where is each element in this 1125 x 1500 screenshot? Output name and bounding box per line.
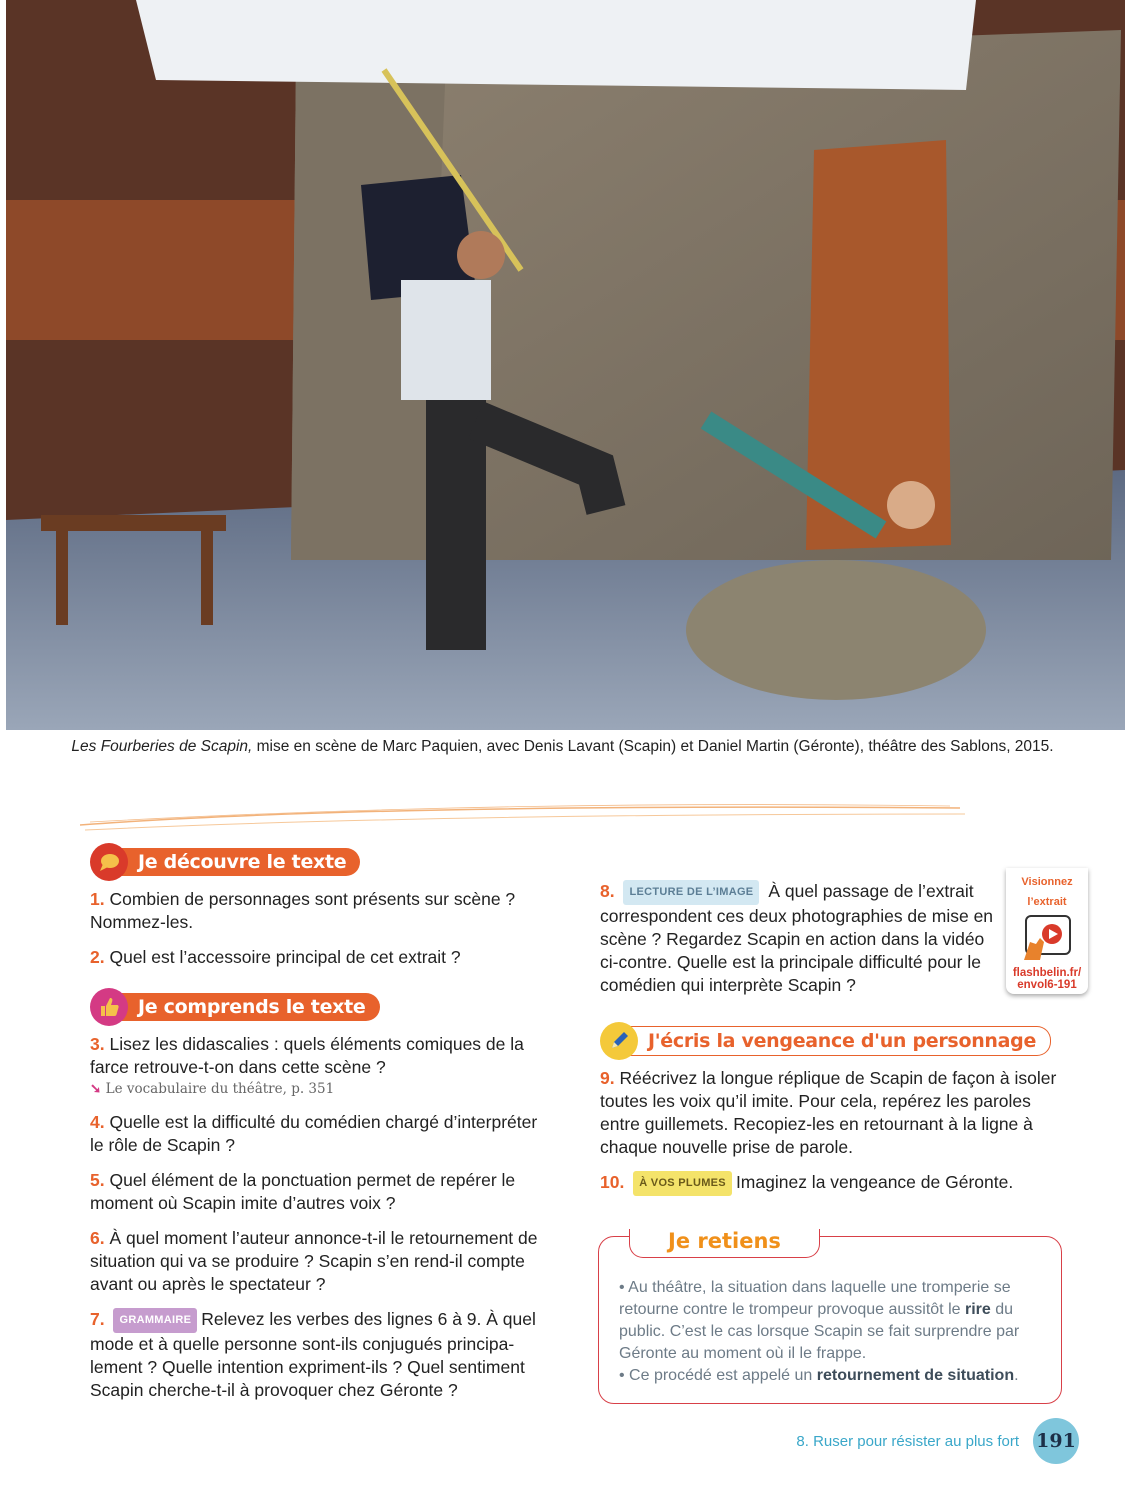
retiens-text: . xyxy=(1014,1367,1019,1384)
section-title-ecris: J'écris la vengeance d'un personnage xyxy=(628,1026,1051,1056)
question-7 xyxy=(90,1308,552,1402)
decorative-swash xyxy=(80,800,970,840)
question-number: 3. xyxy=(90,1034,105,1054)
retiens-text: du public. C’est le cas lorsque Scapin se fait surprendre par Géronte au moment où il le frappe. xyxy=(619,1301,1020,1362)
question-text: Réécrivez la longue réplique de Scapin de façon à isoler toutes les voix qu’il imite. Pour cela, repérez les paroles entre guillemets. Recopiez-les en retournant à la ligne à chaque nouvelle prise de parole. xyxy=(600,1068,1057,1157)
thumbs-up-icon xyxy=(90,988,128,1026)
reference-text: Le vocabulaire du théâtre, p. 351 xyxy=(105,1081,335,1097)
question-4 xyxy=(90,1111,552,1157)
tag-lecture-image: LECTURE DE L’IMAGE xyxy=(623,880,759,905)
section-header-ecris xyxy=(600,1021,1062,1061)
question-text: Quelle est la difficulté du comédien chargé d’interpréter le rôle de Scapin ? xyxy=(90,1112,538,1155)
je-retiens-box xyxy=(598,1229,1062,1404)
retiens-keyword: rire xyxy=(964,1301,991,1318)
tag-a-vos-plumes: À VOS PLUMES xyxy=(633,1171,732,1196)
page-footer xyxy=(796,1418,1079,1464)
hanging-sheet xyxy=(136,0,976,90)
page-number: 191 xyxy=(1033,1418,1079,1464)
question-text: Lisez les didascalies : quels éléments comiques de la farce retrouve-t-on dans cette scène ? xyxy=(90,1034,524,1077)
tag-grammaire: GRAMMAIRE xyxy=(113,1308,197,1333)
caption-text: mise en scène de Marc Paquien, avec Denis Lavant (Scapin) et Daniel Martin (Géronte), théâtre des Sablons, 2015. xyxy=(252,738,1054,755)
video-label-2: l’extrait xyxy=(1027,896,1067,908)
right-column xyxy=(600,880,1062,1208)
je-retiens-body xyxy=(619,1277,1047,1387)
question-text: Imaginez la vengeance de Géronte. xyxy=(735,1172,1014,1192)
question-5 xyxy=(90,1169,552,1215)
section-title-decouvre: Je découvre le texte xyxy=(118,848,360,876)
question-number: 1. xyxy=(90,889,105,909)
chapter-title: 8. Ruser pour résister au plus fort xyxy=(796,1432,1019,1450)
question-number: 8. xyxy=(600,881,615,901)
section-header-decouvre xyxy=(90,842,552,882)
question-number: 9. xyxy=(600,1068,615,1088)
question-8 xyxy=(600,880,995,997)
question-text: À quel passage de l’extrait correspondent ces deux photographies de mise en scène ? Regardez Scapin en action dans la vidéo ci-contre. Quelle est la principale difficulté pour le comédien qui interprète Scapin ? xyxy=(600,881,994,995)
question-number: 10. xyxy=(600,1172,625,1192)
retiens-text: • Au théâtre, la situation dans laquelle une tromperie se retourne contre le trompeur provoque aussitôt le xyxy=(619,1279,1011,1318)
video-label-1: Visionnez xyxy=(1021,876,1073,888)
question-10 xyxy=(600,1171,1062,1196)
video-url-1: flashbelin.fr/ xyxy=(1012,967,1082,979)
video-play-icon xyxy=(1020,912,1074,962)
question-text: À quel moment l’auteur annonce-t-il le retournement de situation qui va se produire ? Scapin s’en rend-il compte avant ou après le spectateur ? xyxy=(90,1228,538,1294)
retiens-keyword: retournement de situation xyxy=(816,1367,1015,1384)
reference-link[interactable] xyxy=(90,1081,552,1097)
video-url-2: envol6-191 xyxy=(1017,979,1077,991)
question-3 xyxy=(90,1033,552,1079)
question-text: Quel est l’accessoire principal de cet extrait ? xyxy=(109,947,461,967)
arrow-icon: ➘ xyxy=(90,1081,102,1097)
question-number: 6. xyxy=(90,1228,105,1248)
retiens-point-1 xyxy=(619,1277,1047,1365)
stage-photo xyxy=(6,0,1125,730)
question-9 xyxy=(600,1067,1062,1159)
question-6 xyxy=(90,1227,552,1296)
video-link-box[interactable] xyxy=(1006,868,1088,994)
caption-title: Les Fourberies de Scapin, xyxy=(71,738,253,755)
speech-bubble-icon xyxy=(90,843,128,881)
je-retiens-title: Je retiens xyxy=(629,1229,820,1258)
question-number: 5. xyxy=(90,1170,105,1190)
photo-caption xyxy=(0,738,1125,756)
section-title-comprends: Je comprends le texte xyxy=(118,993,380,1021)
retiens-text: • Ce procédé est appelé un xyxy=(619,1367,817,1384)
stage-illustration xyxy=(6,0,1125,730)
retiens-point-2 xyxy=(619,1365,1047,1387)
question-text: Relevez les verbes des lignes 6 à 9. À quel mode et à quelle personne sont-ils conjugués principalement ? Quelle intention expriment-ils ? Quel sentiment Scapin cherche-t-il à provoquer chez Géronte ? xyxy=(90,1309,536,1400)
question-2 xyxy=(90,946,552,969)
question-text: Combien de personnages sont présents sur scène ? Nommez-les. xyxy=(90,889,516,932)
left-column xyxy=(90,842,552,1414)
question-number: 7. xyxy=(90,1309,105,1329)
pen-icon xyxy=(600,1022,638,1060)
question-number: 4. xyxy=(90,1112,105,1132)
question-text: Quel élément de la ponctuation permet de repérer le moment où Scapin imite d’autres voix ? xyxy=(90,1170,516,1213)
question-1 xyxy=(90,888,552,934)
question-number: 2. xyxy=(90,947,105,967)
section-header-comprends xyxy=(90,987,552,1027)
